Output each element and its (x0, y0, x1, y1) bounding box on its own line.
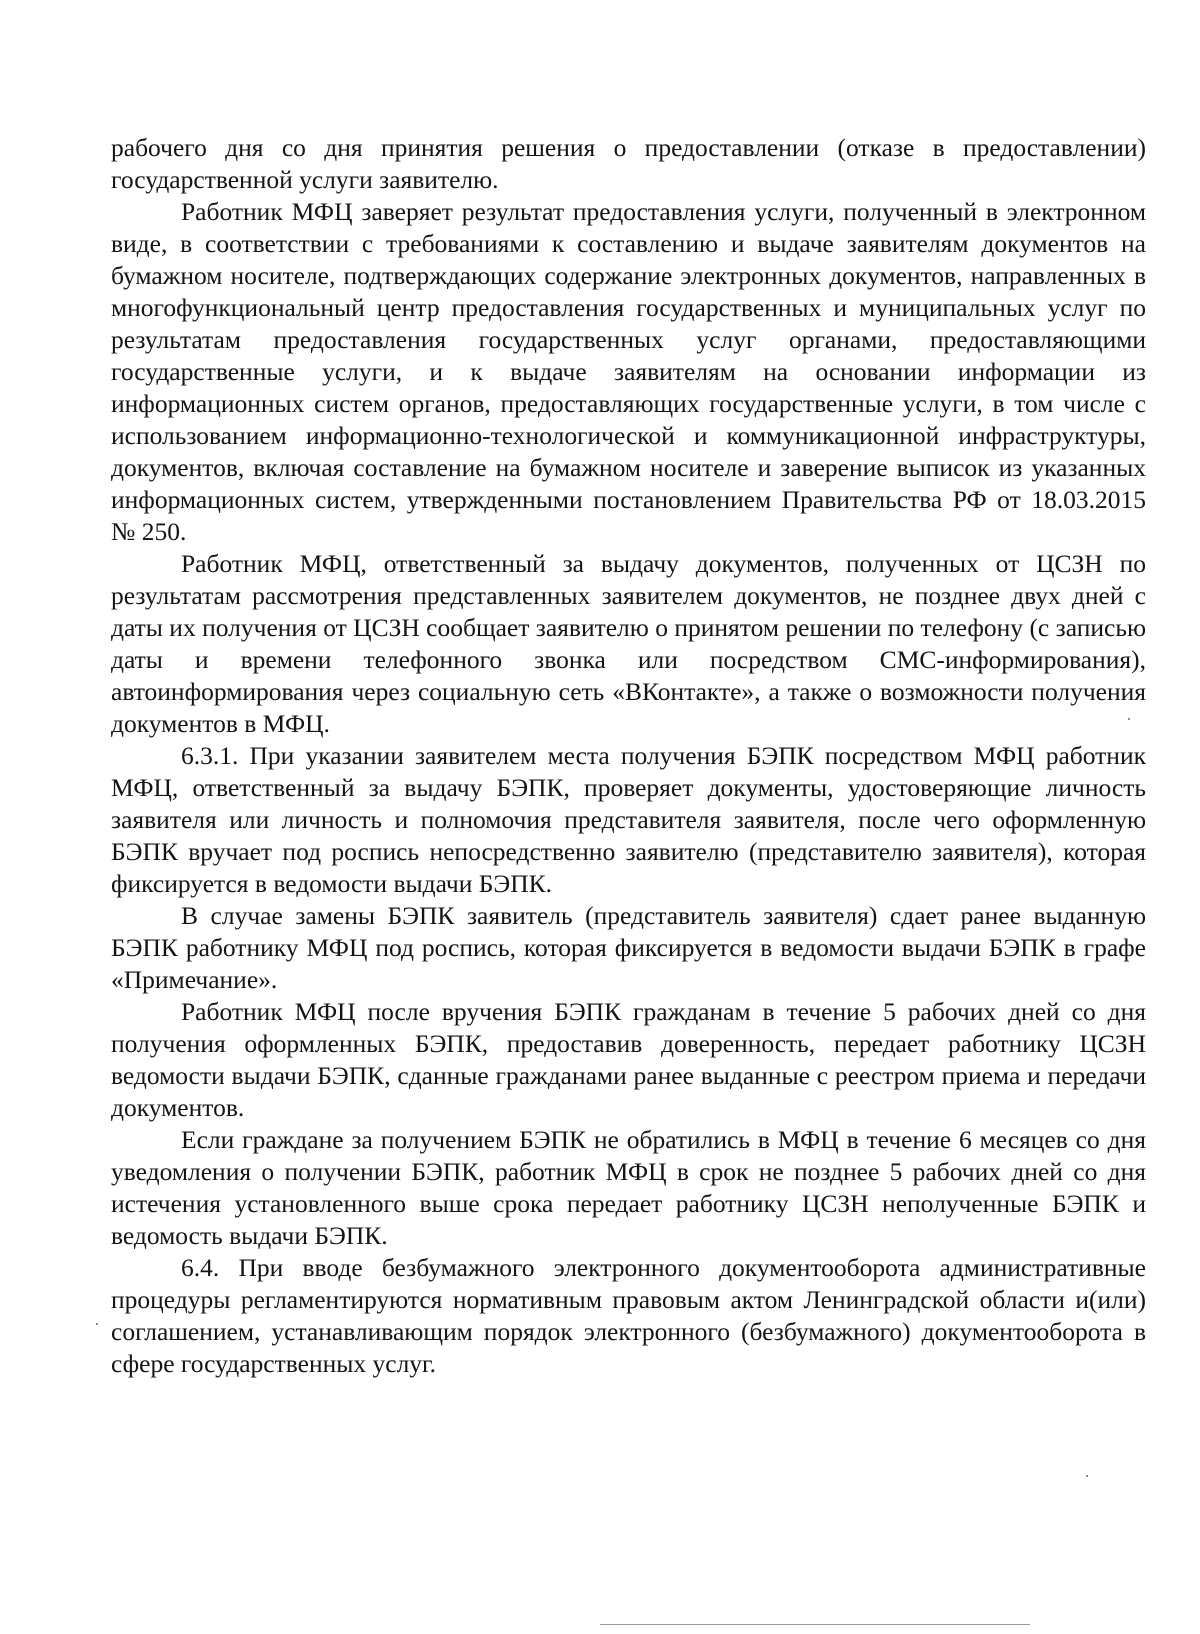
paragraph-unclaimed-cards: Если граждане за получением БЭПК не обратились в МФЦ в течение 6 месяцев со дня уведомления о получении БЭПК, работник МФЦ в срок не позднее 5 рабочих дней со дня истечения установленного выше срока передает работнику ЦСЗН неполученные БЭПК и ведомость выдачи БЭПК. (111, 1125, 1146, 1250)
document-body (111, 132, 1146, 1380)
paragraph-mfc-notification: Работник МФЦ, ответственный за выдачу документов, полученных от ЦСЗН по результатам рассмотрения представленных заявителем документов, не позднее двух дней с даты их получения от ЦСЗН сообщает заявителю о принятом решении по телефону (с записью даты и времени телефонного звонка или посредством СМС-информирования), автоинформирования через социальную сеть «ВКонтакте», а также о возможности получения документов в МФЦ. (111, 549, 1146, 738)
scan-artifact-bottom-line (600, 1624, 1030, 1625)
paragraph-card-transfer: Работник МФЦ после вручения БЭПК гражданам в течение 5 рабочих дней со дня получения оформленных БЭПК, предоставив доверенность, передает работнику ЦСЗН ведомости выдачи БЭПК, сданные гражданами ранее выданные с реестром приема и передачи документов. (111, 997, 1146, 1122)
paragraph-card-replacement: В случае замены БЭПК заявитель (представитель заявителя) сдает ранее выданную БЭПК работнику МФЦ под роспись, которая фиксируется в ведомости выдачи БЭПК в графе «Примечание». (111, 901, 1146, 994)
paragraph-mfc-certification: Работник МФЦ заверяет результат предоставления услуги, полученный в электронном виде, в соответствии с требованиями к составлению и выдаче заявителям документов на бумажном носителе, подтверждающих содержание электронных документов, направленных в многофункциональный центр предоставления государственных и муниципальных услуг по результатам предоставления государственных услуг органами, предоставляющими государственные услуги, и к выдаче заявителям на основании информации из информационных систем органов, предоставляющих государственные услуги, в том числе с использованием информационно-технологической и коммуникационной инфраструктуры, документов, включая составление на бумажном носителе и заверение выписок из указанных информационных систем, утвержденными постановлением Правительства РФ от 18.03.2015 № 250. (111, 197, 1146, 546)
scan-artifact-dot (1128, 718, 1130, 720)
paragraph-6-3-1: 6.3.1. При указании заявителем места получения БЭПК посредством МФЦ работник МФЦ, ответственный за выдачу БЭПК, проверяет документы, удостоверяющие личность заявителя или личность и полномочия представителя заявителя, после чего оформленную БЭПК вручает под роспись непосредственно заявителю (представителю заявителя), которая фиксируется в ведомости выдачи БЭПК. (111, 741, 1146, 898)
paragraph-6-4: 6.4. При вводе безбумажного электронного документооборота административные процедуры регламентируются нормативным правовым актом Ленинградской области и(или) соглашением, устанавливающим порядок электронного (безбумажного) документооборота в сфере государственных услуг. (111, 1253, 1146, 1378)
scan-artifact-dot (96, 1323, 98, 1325)
scan-artifact-dot (1086, 1475, 1088, 1477)
paragraph-continuation: рабочего дня со дня принятия решения о предоставлении (отказе в предоставлении) государственной услуги заявителю. (111, 133, 1146, 194)
